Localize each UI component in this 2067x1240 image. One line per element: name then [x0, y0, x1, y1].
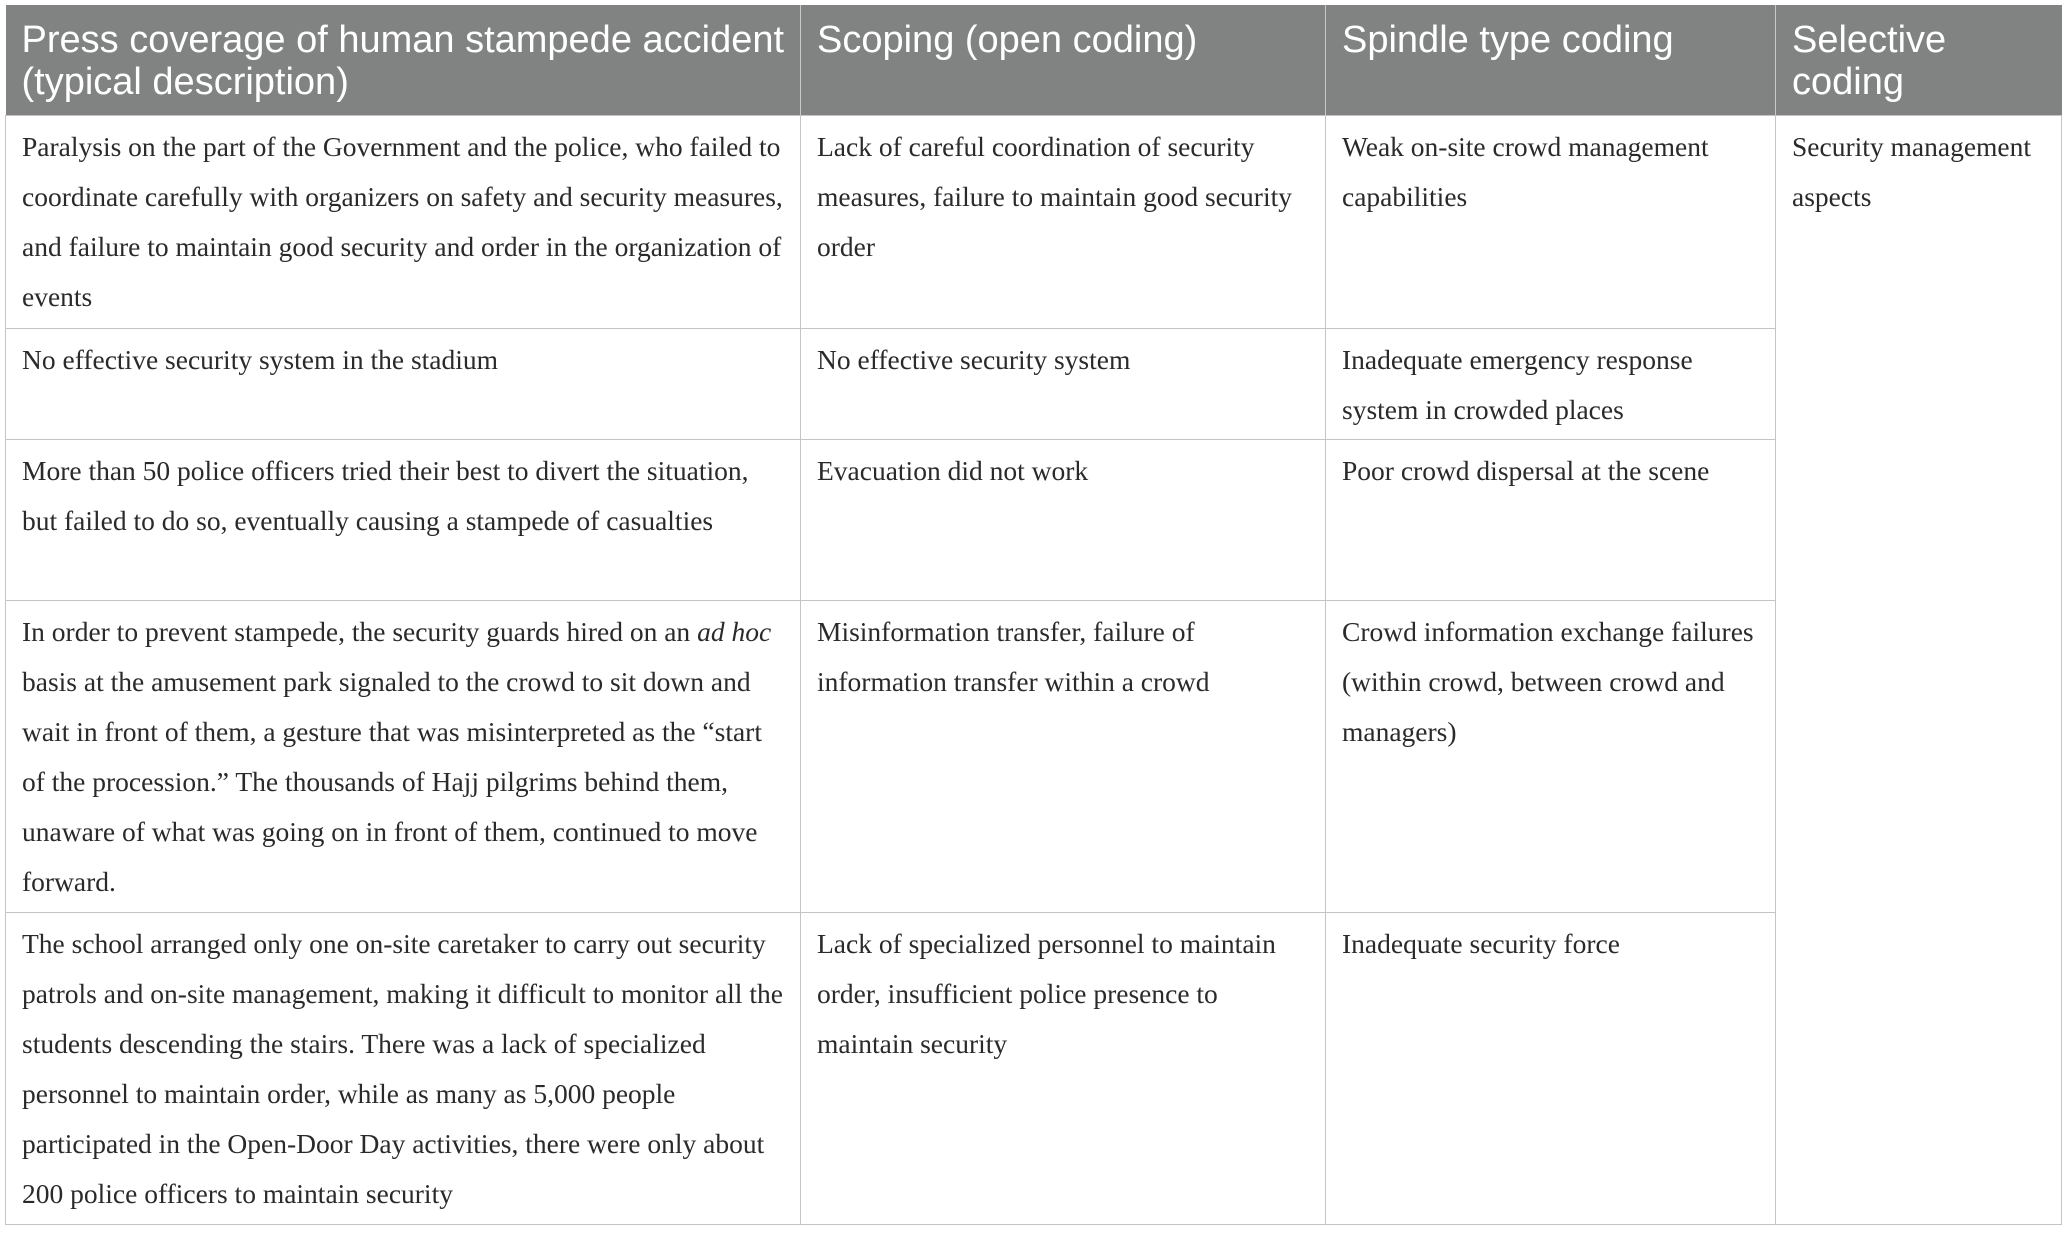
table-row	[6, 440, 2062, 601]
header-row	[6, 5, 2062, 116]
spindle-cell: Inadequate emergency response system in crowded places	[1326, 329, 1776, 440]
header-press-coverage: Press coverage of human stampede accident (typical description)	[6, 5, 801, 116]
selective-coding-cell: Security management aspects	[1776, 116, 2062, 1225]
scoping-cell: Lack of careful coordination of security measures, failure to maintain good security order	[801, 116, 1326, 329]
table-row	[6, 329, 2062, 440]
press-cell: The school arranged only one on-site caretaker to carry out security patrols and on-site management, making it difficult to monitor all the students descending the stairs. There was a lack of specialized personnel to maintain order, while as many as 5,000 people participated in the Open-Door Day activities, there were only about 200 police officers to maintain security	[6, 913, 801, 1225]
press-text-after-italic: basis at the amusement park signaled to the crowd to sit down and wait in front of them, a gesture that was misinterpreted as the “start of the procession.” The thousands of Hajj pilgrims behind them, unaware of what was going on in front of them, continued to move forward.	[22, 666, 762, 897]
scoping-cell: Lack of specialized personnel to maintain order, insufficient police presence to maintain security	[801, 913, 1326, 1225]
scoping-cell: Evacuation did not work	[801, 440, 1326, 601]
spindle-cell: Weak on-site crowd management capabilities	[1326, 116, 1776, 329]
table-body	[6, 116, 2062, 1225]
scoping-cell: Misinformation transfer, failure of information transfer within a crowd	[801, 601, 1326, 913]
press-cell: No effective security system in the stadium	[6, 329, 801, 440]
spindle-cell: Crowd information exchange failures (within crowd, between crowd and managers)	[1326, 601, 1776, 913]
spindle-cell: Inadequate security force	[1326, 913, 1776, 1225]
header-selective-coding: Selective coding	[1776, 5, 2062, 116]
coding-table	[5, 5, 2062, 1225]
press-cell	[6, 601, 801, 913]
spindle-cell: Poor crowd dispersal at the scene	[1326, 440, 1776, 601]
header-scoping: Scoping (open coding)	[801, 5, 1326, 116]
table-row	[6, 116, 2062, 329]
press-cell: More than 50 police officers tried their best to divert the situation, but failed to do so, eventually causing a stampede of casualties	[6, 440, 801, 601]
header-spindle-coding: Spindle type coding	[1326, 5, 1776, 116]
press-cell: Paralysis on the part of the Government and the police, who failed to coordinate carefully with organizers on safety and security measures, and failure to maintain good security and order in the organization of events	[6, 116, 801, 329]
scoping-cell: No effective security system	[801, 329, 1326, 440]
press-text-before-italic: In order to prevent stampede, the security guards hired on an	[22, 616, 698, 647]
table-row	[6, 601, 2062, 913]
table-header	[6, 5, 2062, 116]
press-text-italic: ad hoc	[697, 616, 772, 647]
table-row	[6, 913, 2062, 1225]
